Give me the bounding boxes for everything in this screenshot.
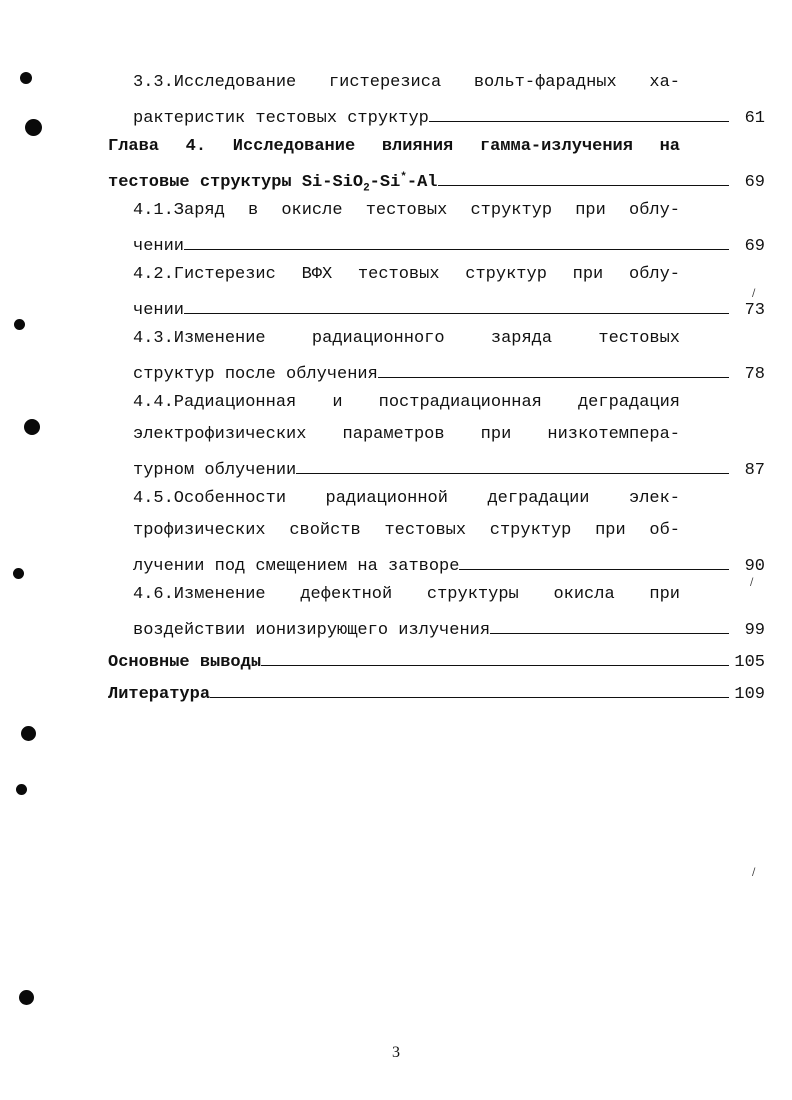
toc-page-number: 69 (744, 173, 765, 192)
punch-hole (25, 119, 42, 136)
toc-entry-3-3 (133, 104, 765, 126)
punch-hole (16, 784, 27, 795)
toc-page-number: 90 (744, 557, 765, 576)
toc-entry-4-3-line1: 4.3.Изменение радиационного заряда тестовых (133, 329, 680, 348)
punch-hole (19, 990, 34, 1005)
toc-page-number: 105 (734, 653, 765, 672)
toc-page-number: 109 (734, 685, 765, 704)
page-number: 3 (392, 1044, 400, 1061)
scan-mark: / (752, 288, 756, 299)
toc-entry-text: тестовые структуры Si-SiO$_2$-Si*-Al (108, 171, 438, 195)
toc-entry-text: Основные выводы (108, 653, 262, 672)
leader-line (378, 360, 729, 378)
leader-line (210, 680, 729, 698)
toc-entry-text: чении (133, 237, 185, 256)
toc-entry-text: Литература (108, 685, 211, 704)
leader-line (296, 456, 729, 474)
punch-hole (21, 726, 36, 741)
toc-entry-4-5-line1: 4.5.Особенности радиационной деградации элек- (133, 489, 680, 508)
punch-hole (13, 568, 24, 579)
toc-entry-4-5 (133, 552, 765, 574)
leader-line (438, 168, 730, 186)
punch-hole (20, 72, 32, 84)
toc-page-number: 61 (744, 109, 765, 128)
leader-line (490, 616, 729, 634)
scan-mark: / (752, 867, 756, 878)
punch-hole (14, 319, 25, 330)
toc-chapter-4 (108, 168, 765, 195)
toc-entry-3-3-line1: 3.3.Исследование гистерезиса вольт-фарадных ха- (133, 73, 680, 92)
toc-entry-4-3 (133, 360, 765, 382)
toc-entry-4-2-line1: 4.2.Гистерезис ВФХ тестовых структур при облу- (133, 265, 680, 284)
toc-entry-4-6-line1: 4.6.Изменение дефектной структуры окисла при (133, 585, 680, 604)
toc-entry-text: структур после облучения (133, 365, 378, 384)
toc-page-number: 69 (744, 237, 765, 256)
leader-line (261, 648, 729, 666)
toc-entry-4-6 (133, 616, 765, 638)
toc-entry-4-1-line1: 4.1.Заряд в окисле тестовых структур при облу- (133, 201, 680, 220)
toc-entry-4-2 (133, 296, 765, 318)
toc-entry-4-1 (133, 232, 765, 254)
toc-conclusions (108, 648, 765, 670)
leader-line (459, 552, 729, 570)
leader-line (429, 104, 729, 122)
toc-page-number: 73 (744, 301, 765, 320)
toc-entry-text: турном облучении (133, 461, 297, 480)
leader-line (184, 296, 729, 314)
toc-entry-text: рактеристик тестовых структур (133, 109, 429, 128)
toc-page-number: 87 (744, 461, 765, 480)
toc-entry-text: чении (133, 301, 185, 320)
toc-entry-4-5-line2: трофизических свойств тестовых структур при об- (133, 521, 680, 540)
toc-entry-text: воздействии ионизирующего излучения (133, 621, 491, 640)
toc-entry-4-4 (133, 456, 765, 478)
scan-mark: / (750, 577, 754, 588)
toc-chapter-4-line1: Глава 4. Исследование влияния гамма-излучения на (108, 137, 680, 156)
leader-line (184, 232, 729, 250)
punch-hole (24, 419, 40, 435)
toc-page-number: 99 (744, 621, 765, 640)
toc-entry-4-4-line2: электрофизических параметров при низкотемпера- (133, 425, 680, 444)
toc-page-number: 78 (744, 365, 765, 384)
toc-entry-text: лучении под смещением на затворе (133, 557, 460, 576)
toc-literature (108, 680, 765, 702)
toc-entry-4-4-line1: 4.4.Радиационная и пострадиационная деградация (133, 393, 680, 412)
